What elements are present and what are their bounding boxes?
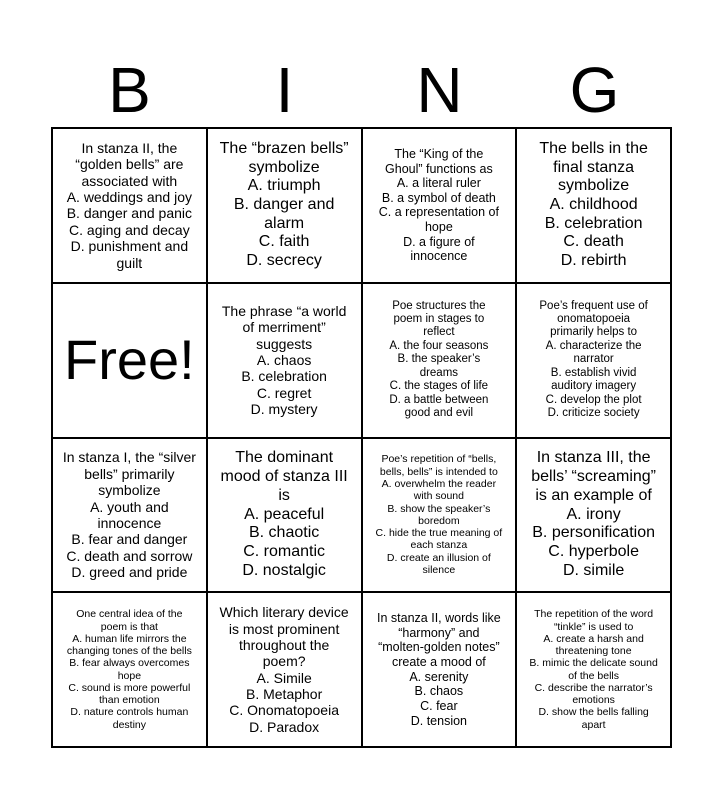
bingo-header bbox=[52, 52, 672, 128]
bingo-cell-r4c2[interactable] bbox=[207, 592, 362, 747]
cell-text: In stanza III, the bells’ “screaming” is an example of A. irony B. personification C. hyperbole D. simile bbox=[531, 449, 657, 579]
cell-text: Poe’s frequent use of onomatopoeia primarily helps to A. characterize the narrator B. establish vivid auditory imagery C. develop the plot D. criticize society bbox=[539, 299, 648, 420]
cell-text: One central idea of the poem is that A. human life mirrors the changing tones of the bells B. fear always overcomes hope C. sound is more powerful than emotion D. nature controls human destiny bbox=[66, 608, 192, 731]
bingo-cell-r4c4[interactable] bbox=[516, 592, 671, 747]
bingo-cell-free[interactable] bbox=[52, 283, 207, 438]
free-space-label: Free! bbox=[64, 328, 195, 392]
header-letter-i: I bbox=[275, 54, 294, 126]
bingo-cell-r1c3[interactable] bbox=[362, 128, 517, 283]
bingo-cell-r2c4[interactable] bbox=[516, 283, 671, 438]
header-letter-g: G bbox=[569, 54, 620, 126]
cell-text: In stanza I, the “silver bells” primarily symbolize A. youth and innocence B. fear and danger C. death and sorrow D. greed and pride bbox=[62, 449, 196, 580]
bingo-cell-r4c3[interactable] bbox=[362, 592, 517, 747]
bingo-cell-r1c4[interactable] bbox=[516, 128, 671, 283]
bingo-cell-r2c2[interactable] bbox=[207, 283, 362, 438]
bingo-cell-r3c1[interactable] bbox=[52, 438, 207, 593]
cell-text: Poe’s repetition of “bells, bells, bells” is intended to A. overwhelm the reader with sound B. show the speaker’s boredom C. hide the true meaning of each stanza D. create an illusion of silence bbox=[375, 453, 503, 576]
bingo-cell-r3c3[interactable] bbox=[362, 438, 517, 593]
header-letter-n: N bbox=[416, 54, 463, 126]
bingo-cell-r3c2[interactable] bbox=[207, 438, 362, 593]
header-letter-b: B bbox=[108, 54, 151, 126]
cell-text: Which literary device is most prominent throughout the poem? A. Simile B. Metaphor C. Onomatopoeia D. Paradox bbox=[219, 604, 349, 735]
cell-text: Poe structures the poem in stages to reflect A. the four seasons B. the speaker’s dreams C. the stages of life D. a battle between good and evil bbox=[389, 299, 489, 420]
cell-text: The repetition of the word “tinkle” is used to A. create a harsh and threatening tone B. mimic the delicate sound of the bells C. describe the narrator’s emotions D. show the bells falling apart bbox=[529, 608, 658, 731]
cell-text: The phrase “a world of merriment” suggests A. chaos B. celebration C. regret D. mystery bbox=[221, 302, 347, 418]
bingo-grid bbox=[51, 127, 672, 748]
cell-text: In stanza II, words like “harmony” and “molten-golden notes” create a mood of A. serenity B. chaos C. fear D. tension bbox=[377, 611, 501, 728]
bingo-cell-r4c1[interactable] bbox=[52, 592, 207, 747]
cell-text: The “brazen bells” symbolize A. triumph B. danger and alarm C. faith D. secrecy bbox=[219, 139, 349, 270]
bingo-cell-r2c3[interactable] bbox=[362, 283, 517, 438]
cell-text: The “King of the Ghoul” functions as A. a literal ruler B. a symbol of death C. a representation of hope D. a figure of innocence bbox=[378, 146, 499, 264]
bingo-cell-r3c4[interactable] bbox=[516, 438, 671, 593]
bingo-cell-r1c1[interactable] bbox=[52, 128, 207, 283]
cell-text: In stanza II, the “golden bells” are associated with A. weddings and joy B. danger and panic C. aging and decay D. punishment and guilt bbox=[66, 139, 193, 271]
cell-text: The bells in the final stanza symbolize A. childhood B. celebration C. death D. rebirth bbox=[539, 139, 648, 270]
cell-text: The dominant mood of stanza III is A. peaceful B. chaotic C. romantic D. nostalgic bbox=[220, 449, 348, 579]
bingo-cell-r1c2[interactable] bbox=[207, 128, 362, 283]
